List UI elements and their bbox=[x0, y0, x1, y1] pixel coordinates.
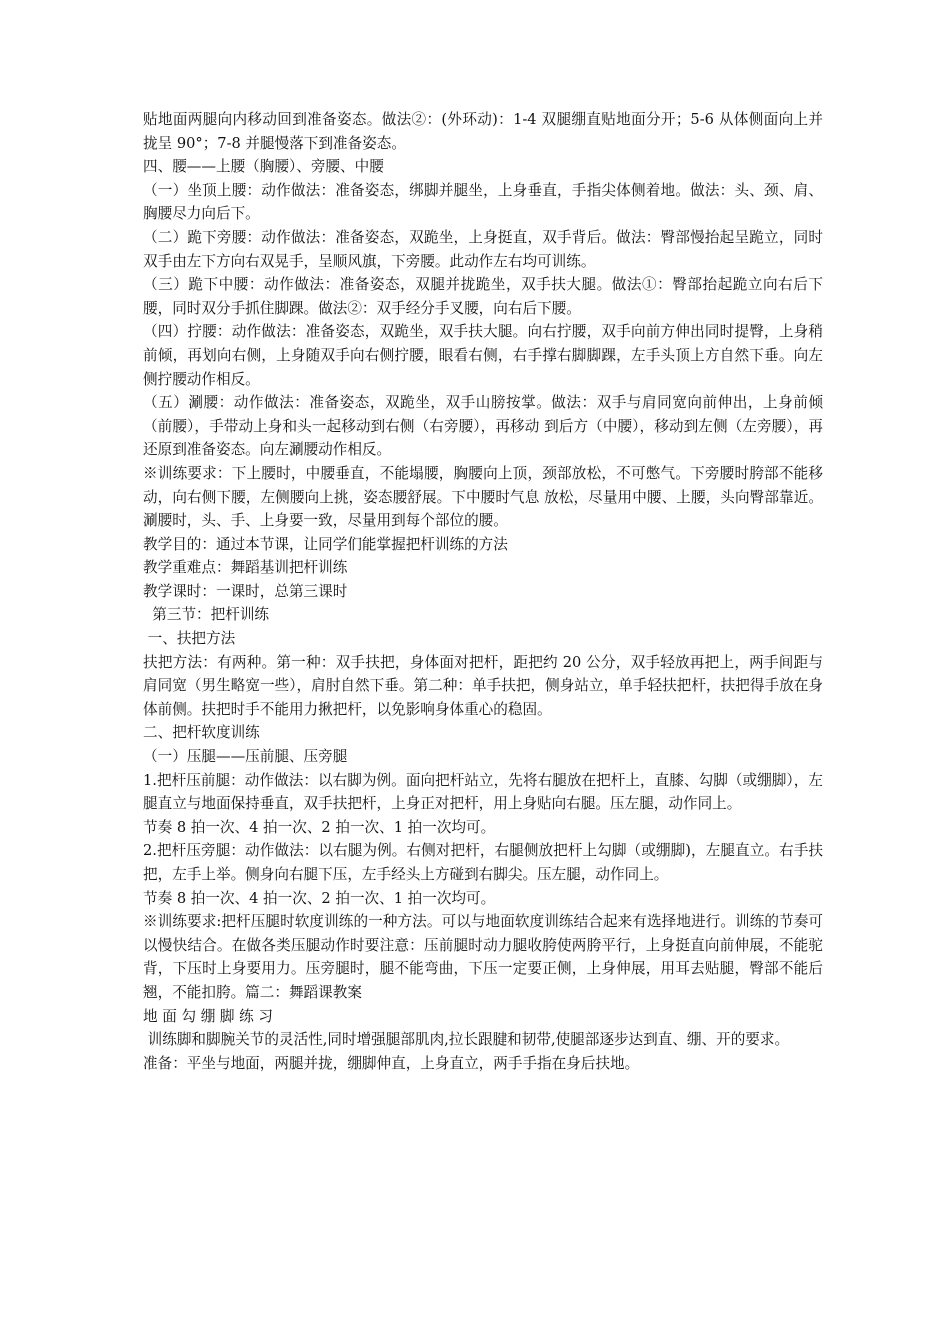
document-body bbox=[143, 108, 823, 1075]
section-heading: 一、扶把方法 bbox=[143, 630, 236, 648]
teaching-hours: 教学课时：一课时，总第三课时 bbox=[143, 582, 348, 600]
paragraph: （五）涮腰：动作做法：准备姿态，双跪坐，双手山膀按掌。做法：双手与肩同宽向前伸出，上身前倾（前腰），手带动上身和头一起移动到右侧（右旁腰），再移动 到后方（中腰），移动到左侧（左旁腰），再还原到准备姿态。向左涮腰动作相反。 bbox=[143, 394, 823, 459]
paragraph: 扶把方法：有两种。第一种：双手扶把，身体面对把杆，距把约 20 公分，双手轻放再把上，两手间距与肩同宽（男生略宽一些），肩肘自然下垂。第二种：单手扶把，侧身站立，单手轻扶把杆，扶把得手放在身体前侧。扶把时手不能用力揪把杆，以免影响身体重心的稳固。 bbox=[143, 653, 823, 718]
paragraph: 训练脚和脚腕关节的灵活性,同时增强腿部肌肉,拉长跟腱和韧带,使腿部逐步达到直、绷、开的要求。 bbox=[143, 1031, 790, 1049]
paragraph: ※训练要求：下上腰时，中腰垂直，不能塌腰，胸腰向上顶，颈部放松，不可憋气。下旁腰时胯部不能移动，向右侧下腰，左侧腰向上挑，姿态腰舒展。下中腰时气息 放松，尽量用中腰、上腰，头向臀部靠近。涮腰时，头、手、上身要一致，尽量用到每个部位的腰。 bbox=[143, 464, 823, 530]
teaching-key-point: 教学重难点：舞蹈基训把杆训练 bbox=[143, 559, 348, 577]
section-heading: 四、腰——上腰（胸腰）、旁腰、中腰 bbox=[143, 158, 384, 176]
teaching-goal: 教学目的：通过本节课，让同学们能掌握把杆训练的方法 bbox=[143, 535, 508, 553]
paragraph: 1.把杆压前腿：动作做法：以右脚为例。面向把杆站立，先将右腿放在把杆上，直膝、勾脚（或绷脚），左腿直立与地面保持垂直，双手扶把杆，上身正对把杆，用上身贴向右腿。压左腿，动作同上。 bbox=[143, 771, 823, 813]
paragraph: （二）跪下旁腰：动作做法：准备姿态，双跪坐，上身挺直，双手背后。做法：臀部慢抬起呈跪立，同时双手由左下方向右双晃手，呈顺风旗，下旁腰。此动作左右均可训练。 bbox=[143, 228, 823, 270]
section-heading: 地 面 勾 绷 脚 练 习 bbox=[143, 1007, 273, 1025]
section-heading: 二、把杆软度训练 bbox=[143, 724, 260, 742]
paragraph: 贴地面两腿向内移动回到准备姿态。做法②：(外环动)：1-4 双腿绷直贴地面分开；5-6 从体侧面向上并拢呈 90°；7-8 并腿慢落下到准备姿态。 bbox=[143, 111, 823, 152]
section-heading: （一）压腿——压前腿、压旁腿 bbox=[143, 748, 348, 766]
paragraph: 节奏 8 拍一次、4 拍一次、2 拍一次、1 拍一次均可。 bbox=[143, 889, 496, 907]
section-heading: 第三节：把杆训练 bbox=[143, 606, 270, 624]
paragraph: （一）坐顶上腰：动作做法：准备姿态，绑脚并腿坐，上身垂直，手指尖体侧着地。做法：头、颈、肩、胸腰尽力向后下。 bbox=[143, 181, 823, 223]
paragraph: 节奏 8 拍一次、4 拍一次、2 拍一次、1 拍一次均可。 bbox=[143, 818, 496, 836]
paragraph: 准备：平坐与地面，两腿并拢，绷脚伸直，上身直立，两手手指在身后扶地。 bbox=[143, 1054, 640, 1072]
paragraph: （三）跪下中腰：动作做法：准备姿态，双腿并拢跪坐，双手扶大腿。做法①：臀部抬起跪立向右后下腰，同时双分手抓住脚踝。做法②：双手经分手叉腰，向右后下腰。 bbox=[143, 276, 823, 317]
paragraph: ※训练要求:把杆压腿时软度训练的一种方法。可以与地面软度训练结合起来有选择地进行。训练的节奏可以慢快结合。在做各类压腿动作时要注意：压前腿时动力腿收胯使两胯平行，上身挺直向前伸展，不能驼背，下压时上身要用力。压旁腿时，腿不能弯曲，下压一定要正侧，上身伸展，用耳去贴腿，臀部不能后翘，不能扣胯。篇二：舞蹈课教案 bbox=[143, 913, 823, 1001]
paragraph: （四）拧腰：动作做法：准备姿态，双跪坐，双手扶大腿。向右拧腰，双手向前方伸出同时提臀，上身稍前倾，再划向右侧，上身随双手向右侧拧腰，眼看右侧，右手撑右脚脚踝，左手头顶上方自然下垂。向左侧拧腰动作相反。 bbox=[143, 323, 823, 388]
paragraph: 2.把杆压旁腿：动作做法：以右腿为例。右侧对把杆，右腿侧放把杆上勾脚（或绷脚)，左腿直立。右手扶把，左手上举。侧身向右腿下压，左手经头上方碰到右脚尖。压左腿，动作同上。 bbox=[143, 842, 823, 883]
